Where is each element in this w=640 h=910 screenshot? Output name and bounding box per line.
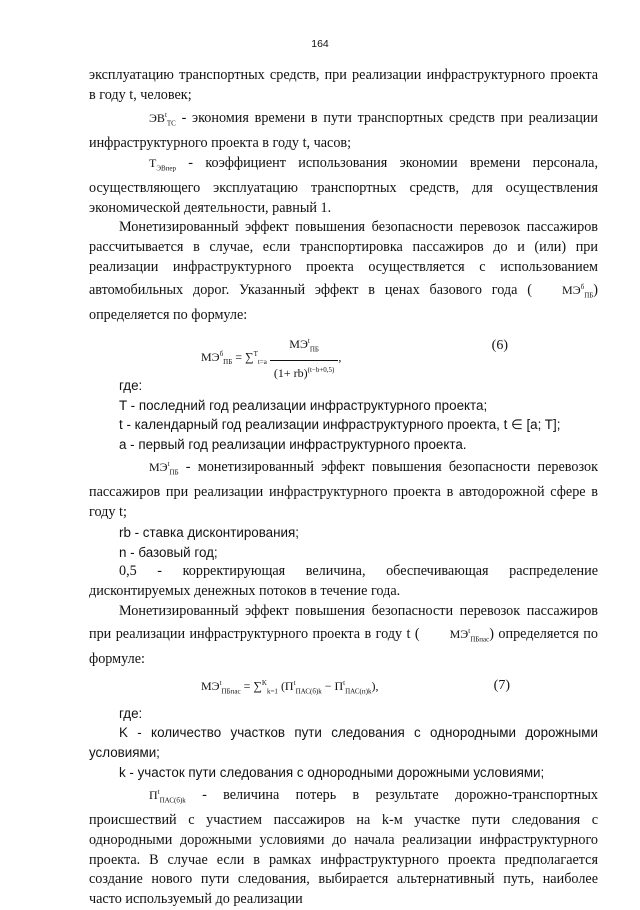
def-a: a - первый год реализации инфраструктурного проекта. <box>119 437 467 453</box>
def-rb: rb - ставка дисконтирования; <box>119 524 299 540</box>
continued-paragraph: эксплуатацию транспортных средств, при реализации инфраструктурного проекта в году t, человек; <box>89 67 598 103</box>
p-pas-b-symbol: $П^t_{ПАС(б)k}$ <box>149 787 186 805</box>
me-pbpas-symbol: $МЭ^t_{ПБпас}$ <box>449 626 490 644</box>
definition-ev-ts: $ЭВ^t_{ТС}$ - экономия времени в пути транспортных средств при реализации инфраструктурного проекта в году t, часов; <box>89 106 598 154</box>
where-label-1: где: <box>119 377 143 393</box>
def-t: t - календарный год реализации инфраструктурного проекта, t ∈ [a; T]; <box>119 417 561 433</box>
formula-6 <box>89 328 598 380</box>
t-evper-symbol: $Т_{ЭВпер}$ <box>149 155 176 172</box>
formula-7 <box>89 672 598 700</box>
def-K: K - количество участков пути следования с однородными дорожными условиями; <box>89 725 598 761</box>
paragraph-safety-effect: Монетизированный эффект повышения безопасности перевозок пассажиров рассчитывается в случае, если транспортировка пассажиров до и (или) при реализации инфраструктурного проекта осуществляется с использованием автомобильных дорог. Указанный эффект в ценах базового года ( $МЭ^б_{ПБ}$) определяется по формуле: <box>89 219 598 323</box>
def-n: n - базовый год; <box>119 544 218 560</box>
paragraph-safety-effect-year: Монетизированный эффект повышения безопасности перевозок пассажиров при реализации инфраструктурного проекта в году t ( $МЭ^t_{ПБпас}$) определяется по формуле: <box>89 602 598 667</box>
formula-6-body: $МЭ^б_{ПБ} = \sum^T_{t=a}$ $\frac{МЭ^t_{ПБ}}{(1+ rb)^{(t-b+0,5)}}$ , <box>201 332 341 384</box>
me-pb-symbol: $МЭ^t_{ПБ}$ <box>149 459 179 477</box>
me-pb-base-symbol: $МЭ^б_{ПБ}$ <box>562 282 594 300</box>
page-number: 164 <box>311 38 329 50</box>
formula-6-number: (6) <box>491 337 508 353</box>
formula-7-body: $МЭ^t_{ПБпас} = \sum^K_{k=1}$ $(П^t_{ПАС(б)k} - П^t_{ПАС(п)k})$, <box>201 678 379 696</box>
page-body <box>89 66 598 910</box>
formula-7-number: (7) <box>493 677 510 693</box>
def-T: T - последний год реализации инфраструктурного проекта; <box>119 397 488 413</box>
def-p-pas-b: $П^t_{ПАС(б)k}$ - величина потерь в результате дорожно-транспортных происшествий с участием пассажиров на k-м участке пути следования с однородными дорожными условиями до начала реализации инфраструктурного проекта. В случае если в рамках инфраструктурного проекта предполагается создание нового пути следования, выбирается альтернативный путь, наиболее часто используемый до реализации <box>89 783 598 910</box>
def-k: k - участок пути следования с однородными дорожными условиями; <box>119 765 545 781</box>
def-0-5: 0,5 - корректирующая величина, обеспечивающая распределение дисконтируемых денежных потоков в течение года. <box>89 563 598 600</box>
definition-t-evper: $Т_{ЭВпер}$ - коэффициент использования экономии времени персонала, осуществляющего эксплуатацию транспортных средств, для осуществления экономической деятельности, равный 1. <box>89 154 598 216</box>
formula-6-fraction: $\frac{МЭ^t_{ПБ}}{(1+ rb)^{(t-b+0,5)}}$ <box>270 332 339 384</box>
ev-ts-symbol: $ЭВ^t_{ТС}$ <box>149 110 176 127</box>
where-label-2: где: <box>119 705 143 721</box>
def-me-pb: $МЭ^t_{ПБ}$ - монетизированный эффект повышения безопасности перевозок пассажиров при реализации инфраструктурного проекта в автодорожной сфере в году t; <box>89 455 598 523</box>
